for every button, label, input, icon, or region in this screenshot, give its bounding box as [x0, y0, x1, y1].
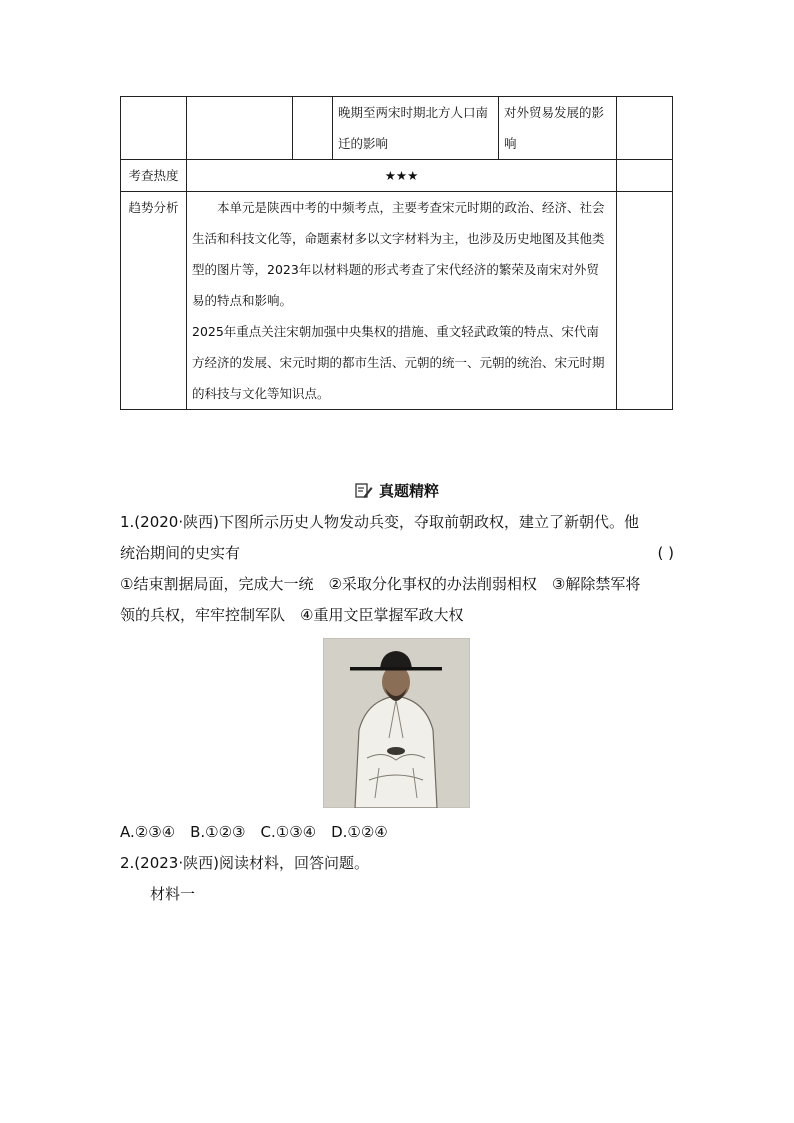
section-title: 真题精粹 — [378, 482, 439, 500]
syllabus-table — [120, 96, 673, 410]
trend-paragraph: 2025年重点关注宋朝加强中央集权的措施、重文轻武政策的特点、宋代南方经济的发展、宋元时期的都市生活、元朝的统一、元朝的统治、宋元时期的科技与文化等知识点。 — [192, 324, 605, 401]
answer-blank[interactable]: ( ) — [657, 544, 674, 562]
table-cell — [617, 192, 673, 410]
hotness-label: 考查热度 — [121, 160, 187, 192]
edit-document-icon — [355, 482, 373, 499]
portrait-image — [323, 638, 470, 808]
table-row — [121, 192, 673, 410]
hotness-stars: ★★★ — [187, 160, 617, 192]
table-cell — [187, 97, 293, 160]
table-cell: 对外贸易发展的影响 — [499, 97, 617, 160]
table-cell — [293, 97, 333, 160]
trend-paragraph: 本单元是陕西中考的中频考点，主要考查宋元时期的政治、经济、社会生活和科技文化等，命题素材多以文字材料为主，也涉及历史地图及其他类型的图片等，2023年以材料题的形式考查了宋代经济的繁荣及南宋对外贸易的特点和影响。 — [192, 200, 605, 308]
trend-analysis — [187, 192, 617, 410]
material-label: 材料一 — [150, 885, 196, 903]
question-options: 领的兵权，牢牢控制军队 ④重用文臣掌握军政大权 — [120, 606, 464, 624]
table-cell — [121, 97, 187, 160]
question-options: ①结束割据局面，完成大一统 ②采取分化事权的办法削弱相权 ③解除禁军将 — [120, 575, 641, 593]
question-2 — [120, 848, 674, 910]
table-row — [121, 97, 673, 160]
question-stem: 统治期间的史实有 — [120, 544, 241, 562]
question-1-choices — [120, 817, 674, 848]
table-cell — [617, 160, 673, 192]
table-cell: 晚期至两宋时期北方人口南迁的影响 — [333, 97, 499, 160]
question-stem: 2.(2023·陕西)阅读材料，回答问题。 — [120, 854, 369, 872]
section-heading — [0, 480, 794, 502]
question-1 — [120, 507, 674, 631]
answer-choices: A.②③④ B.①②③ C.①③④ D.①②④ — [120, 823, 388, 841]
emperor-portrait — [323, 638, 470, 808]
table-row — [121, 160, 673, 192]
table-cell — [617, 97, 673, 160]
trend-label: 趋势分析 — [121, 192, 187, 410]
question-stem: 1.(2020·陕西)下图所示历史人物发动兵变，夺取前朝政权，建立了新朝代。他 — [120, 513, 639, 531]
